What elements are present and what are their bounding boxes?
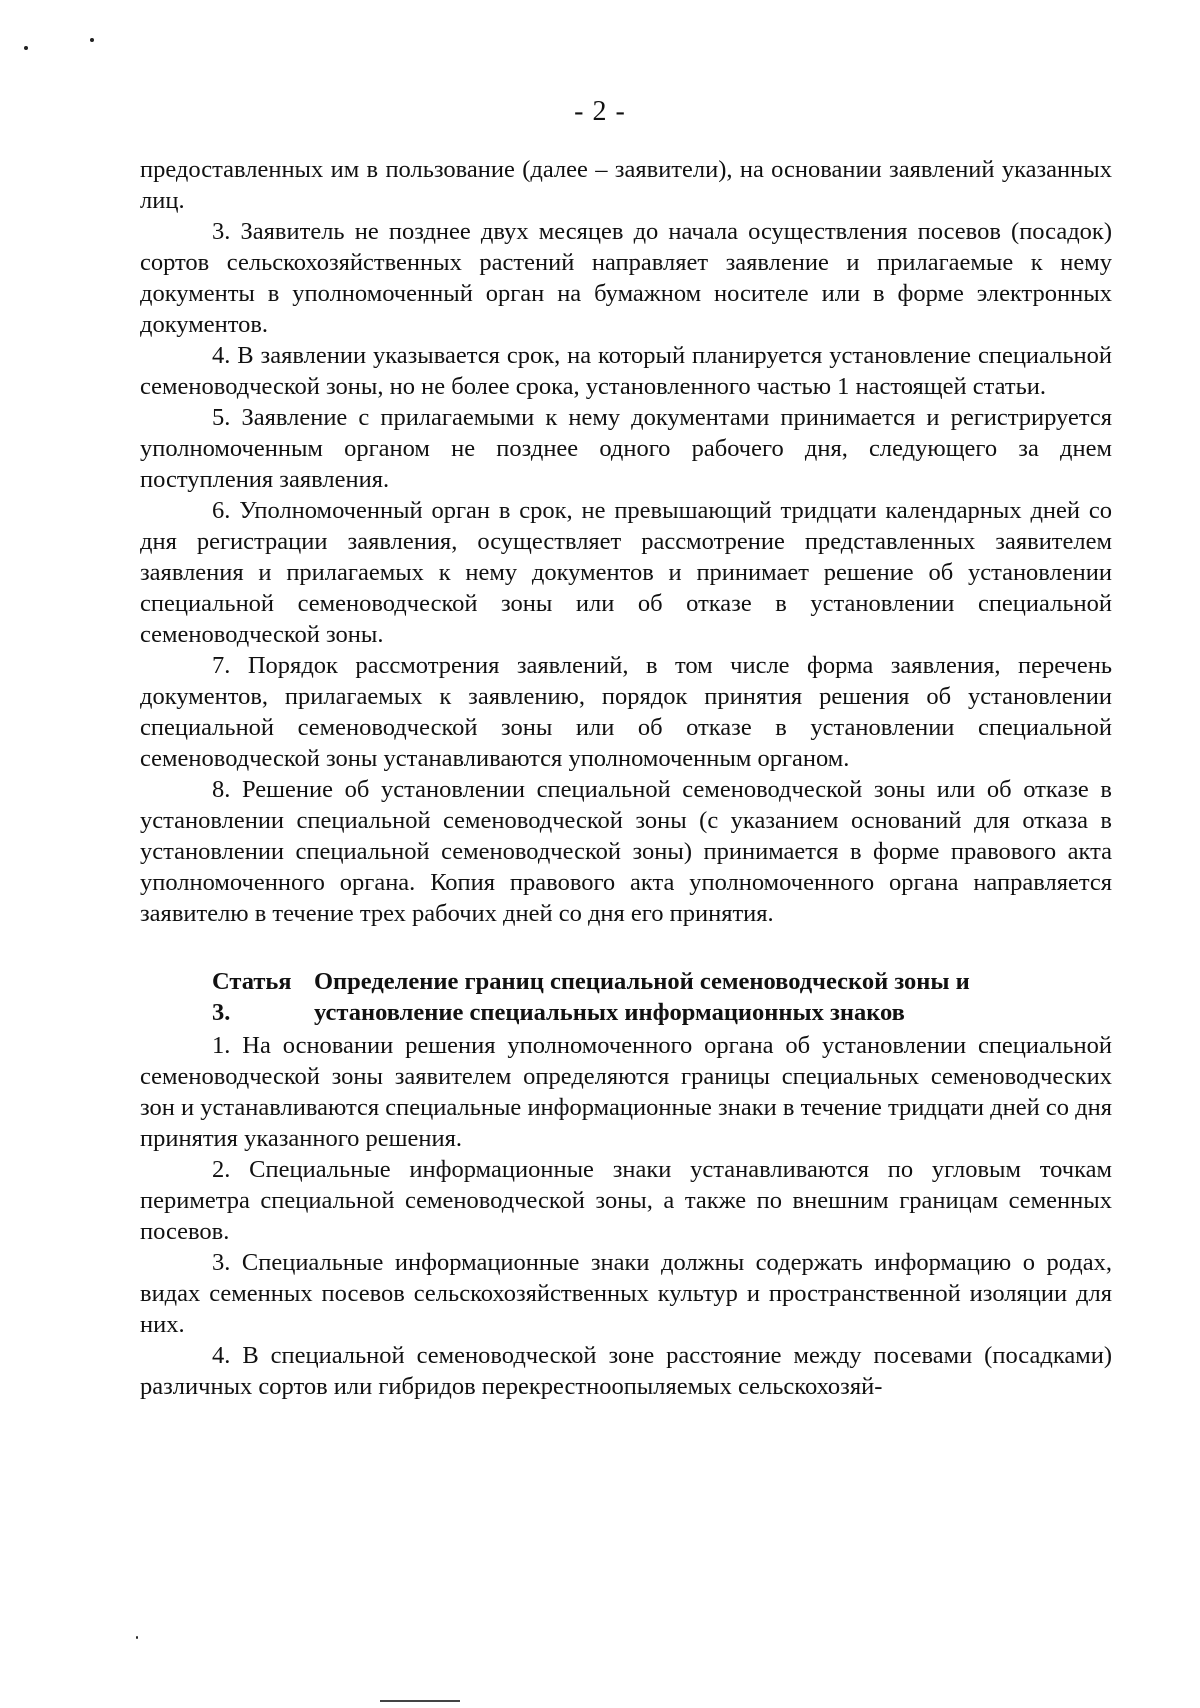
scan-artifact-dot [24, 46, 28, 50]
paragraph: 5. Заявление с прилагаемыми к нему документами принимается и регистрируется уполномоченным органом не позднее одного рабочего дня, следующего за днем поступления заявления. [140, 404, 1112, 493]
paragraph: 7. Порядок рассмотрения заявлений, в том числе форма заявления, перечень документов, прилагаемых к заявлению, порядок принятия решения об установлении специальной семеноводческой зоны или об отказе в установлении специальной семеноводческой зоны устанавливаются уполномоченным органом. [140, 652, 1112, 772]
paragraph: 2. Специальные информационные знаки устанавливаются по угловым точкам периметра специальной семеноводческой зоны, а также по внешним границам семенных посевов. [140, 1156, 1112, 1245]
article-heading [140, 966, 1112, 1028]
paragraph: предоставленных им в пользование (далее – заявители), на основании заявлений указанных лиц. [140, 156, 1112, 214]
scan-artifact-dot [90, 38, 94, 42]
footer-scan-line [380, 1700, 460, 1702]
scan-artifact-dot [136, 1636, 138, 1639]
paragraph: 3. Заявитель не позднее двух месяцев до начала осуществления посевов (посадок) сортов сельскохозяйственных растений направляет заявление и прилагаемые к нему документы в уполномоченный орган на бумажном носителе или в форме электронных документов. [140, 218, 1112, 338]
document-body [140, 154, 1112, 1402]
paragraph: 4. В заявлении указывается срок, на который планируется установление специальной семеноводческой зоны, но не более срока, установленного частью 1 настоящей статьи. [140, 342, 1112, 400]
article-number: Статья 3. [212, 968, 292, 1026]
paragraph: 8. Решение об установлении специальной семеноводческой зоны или об отказе в установлении специальной семеноводческой зоны (с указанием оснований для отказа в установлении специальной семеноводческой зоны) принимается в форме правового акта уполномоченного органа. Копия правового акта уполномоченного органа направляется заявителю в течение трех рабочих дней со дня его принятия. [140, 776, 1112, 927]
paragraph: 4. В специальной семеноводческой зоне расстояние между посевами (посадками) различных сортов или гибридов перекрестноопыляемых сельскохозяй- [140, 1342, 1112, 1400]
paragraph: 3. Специальные информационные знаки должны содержать информацию о родах, видах семенных посевов сельскохозяйственных культур и пространственной изоляции для них. [140, 1249, 1112, 1338]
paragraph: 1. На основании решения уполномоченного органа об установлении специальной семеноводческой зоны заявителем определяются границы специальных семеноводческих зон и устанавливаются специальные информационные знаки в течение тридцати дней со дня принятия указанного решения. [140, 1032, 1112, 1152]
article-title: Определение границ специальной семеноводческой зоны и установление специальных информационных знаков [314, 968, 970, 1026]
paragraph: 6. Уполномоченный орган в срок, не превышающий тридцати календарных дней со дня регистрации заявления, осуществляет рассмотрение представленных заявителем заявления и прилагаемых к нему документов и принимает решение об установлении специальной семеноводческой зоны или об отказе в установлении специальной семеноводческой зоны. [140, 497, 1112, 648]
page-number: - 2 - [574, 96, 626, 127]
